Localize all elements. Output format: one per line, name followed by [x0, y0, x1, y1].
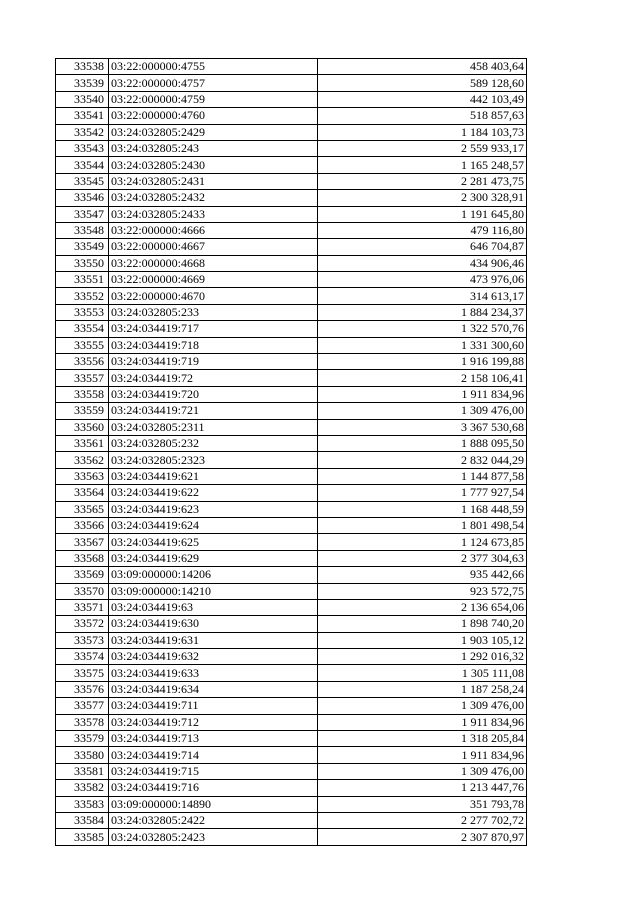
row-number-cell: 33566 [56, 517, 109, 533]
row-number-cell: 33577 [56, 698, 109, 714]
row-number-cell: 33568 [56, 550, 109, 566]
cadastral-number-cell: 03:09:000000:14890 [109, 796, 318, 812]
table-row [56, 649, 527, 665]
table-row [56, 206, 527, 222]
cadastral-number-cell: 03:24:034419:714 [109, 747, 318, 763]
value-cell: 1 213 447,76 [318, 780, 527, 796]
table-row [56, 468, 527, 484]
row-number-cell: 33563 [56, 468, 109, 484]
cadastral-number-cell: 03:24:032805:2423 [109, 829, 318, 845]
cadastral-number-cell: 03:24:034419:63 [109, 599, 318, 615]
value-cell: 1 777 927,54 [318, 485, 527, 501]
value-cell: 314 613,17 [318, 288, 527, 304]
table-row [56, 255, 527, 271]
value-cell: 1 318 205,84 [318, 731, 527, 747]
cadastral-number-cell: 03:24:032805:233 [109, 304, 318, 320]
table-row [56, 812, 527, 828]
row-number-cell: 33559 [56, 403, 109, 419]
cadastral-number-cell: 03:24:034419:715 [109, 763, 318, 779]
row-number-cell: 33562 [56, 452, 109, 468]
table-row [56, 108, 527, 124]
row-number-cell: 33572 [56, 616, 109, 632]
cadastral-number-cell: 03:24:034419:713 [109, 731, 318, 747]
table-row [56, 550, 527, 566]
value-cell: 2 559 933,17 [318, 140, 527, 156]
cadastral-number-cell: 03:22:000000:4755 [109, 59, 318, 75]
table-row [56, 124, 527, 140]
cadastral-number-cell: 03:22:000000:4757 [109, 75, 318, 91]
cadastral-number-cell: 03:24:034419:629 [109, 550, 318, 566]
value-cell: 351 793,78 [318, 796, 527, 812]
table-row [56, 435, 527, 451]
cadastral-number-cell: 03:24:034419:712 [109, 714, 318, 730]
cadastral-number-cell: 03:24:034419:716 [109, 780, 318, 796]
row-number-cell: 33540 [56, 91, 109, 107]
table-row [56, 304, 527, 320]
row-number-cell: 33552 [56, 288, 109, 304]
table-body [56, 59, 527, 846]
value-cell: 1 331 300,60 [318, 337, 527, 353]
row-number-cell: 33542 [56, 124, 109, 140]
value-cell: 1 911 834,96 [318, 747, 527, 763]
table-row [56, 272, 527, 288]
row-number-cell: 33583 [56, 796, 109, 812]
cadastral-number-cell: 03:24:034419:711 [109, 698, 318, 714]
row-number-cell: 33565 [56, 501, 109, 517]
value-cell: 1 165 248,57 [318, 157, 527, 173]
table-row [56, 403, 527, 419]
table-row [56, 599, 527, 615]
table-row [56, 665, 527, 681]
value-cell: 2 136 654,06 [318, 599, 527, 615]
table-row [56, 190, 527, 206]
table-row [56, 517, 527, 533]
row-number-cell: 33544 [56, 157, 109, 173]
row-number-cell: 33539 [56, 75, 109, 91]
cadastral-number-cell: 03:24:032805:2323 [109, 452, 318, 468]
row-number-cell: 33554 [56, 321, 109, 337]
cadastral-number-cell: 03:24:032805:2422 [109, 812, 318, 828]
table-row [56, 796, 527, 812]
cadastral-number-cell: 03:24:032805:2431 [109, 173, 318, 189]
row-number-cell: 33541 [56, 108, 109, 124]
value-cell: 1 168 448,59 [318, 501, 527, 517]
table-row [56, 288, 527, 304]
value-cell: 1 309 476,00 [318, 763, 527, 779]
table-row [56, 157, 527, 173]
cadastral-number-cell: 03:24:034419:633 [109, 665, 318, 681]
table-row [56, 567, 527, 583]
cadastral-number-cell: 03:24:032805:2429 [109, 124, 318, 140]
cadastral-number-cell: 03:22:000000:4668 [109, 255, 318, 271]
cadastral-number-cell: 03:24:034419:631 [109, 632, 318, 648]
table-row [56, 370, 527, 386]
cadastral-number-cell: 03:24:034419:72 [109, 370, 318, 386]
table-row [56, 681, 527, 697]
row-number-cell: 33551 [56, 272, 109, 288]
row-number-cell: 33553 [56, 304, 109, 320]
table-row [56, 386, 527, 402]
value-cell: 1 903 105,12 [318, 632, 527, 648]
row-number-cell: 33548 [56, 222, 109, 238]
row-number-cell: 33578 [56, 714, 109, 730]
value-cell: 3 367 530,68 [318, 419, 527, 435]
table-row [56, 91, 527, 107]
row-number-cell: 33582 [56, 780, 109, 796]
value-cell: 935 442,66 [318, 567, 527, 583]
row-number-cell: 33580 [56, 747, 109, 763]
cadastral-number-cell: 03:22:000000:4667 [109, 239, 318, 255]
table-row [56, 173, 527, 189]
value-cell: 1 309 476,00 [318, 698, 527, 714]
value-cell: 2 832 044,29 [318, 452, 527, 468]
table-row [56, 321, 527, 337]
table-row [56, 75, 527, 91]
table-row [56, 222, 527, 238]
cadastral-number-cell: 03:24:032805:243 [109, 140, 318, 156]
table-row [56, 780, 527, 796]
value-cell: 1 191 645,80 [318, 206, 527, 222]
value-cell: 434 906,46 [318, 255, 527, 271]
cadastral-value-table [55, 58, 527, 846]
table-row [56, 747, 527, 763]
row-number-cell: 33556 [56, 354, 109, 370]
row-number-cell: 33585 [56, 829, 109, 845]
table-row [56, 419, 527, 435]
cadastral-number-cell: 03:24:034419:717 [109, 321, 318, 337]
row-number-cell: 33579 [56, 731, 109, 747]
row-number-cell: 33561 [56, 435, 109, 451]
value-cell: 1 124 673,85 [318, 534, 527, 550]
cadastral-number-cell: 03:24:034419:718 [109, 337, 318, 353]
cadastral-number-cell: 03:24:032805:2432 [109, 190, 318, 206]
table-row [56, 501, 527, 517]
table-row [56, 632, 527, 648]
cadastral-number-cell: 03:24:034419:632 [109, 649, 318, 665]
table-row [56, 583, 527, 599]
value-cell: 923 572,75 [318, 583, 527, 599]
value-cell: 646 704,87 [318, 239, 527, 255]
row-number-cell: 33560 [56, 419, 109, 435]
table-row [56, 140, 527, 156]
value-cell: 2 377 304,63 [318, 550, 527, 566]
row-number-cell: 33546 [56, 190, 109, 206]
row-number-cell: 33550 [56, 255, 109, 271]
row-number-cell: 33558 [56, 386, 109, 402]
cadastral-number-cell: 03:24:032805:2311 [109, 419, 318, 435]
cadastral-number-cell: 03:24:034419:623 [109, 501, 318, 517]
value-cell: 2 307 870,97 [318, 829, 527, 845]
value-cell: 1 884 234,37 [318, 304, 527, 320]
row-number-cell: 33584 [56, 812, 109, 828]
table-row [56, 59, 527, 75]
cadastral-number-cell: 03:22:000000:4760 [109, 108, 318, 124]
row-number-cell: 33555 [56, 337, 109, 353]
row-number-cell: 33543 [56, 140, 109, 156]
cadastral-number-cell: 03:24:034419:634 [109, 681, 318, 697]
row-number-cell: 33538 [56, 59, 109, 75]
row-number-cell: 33564 [56, 485, 109, 501]
cadastral-number-cell: 03:24:032805:2430 [109, 157, 318, 173]
cadastral-number-cell: 03:24:034419:621 [109, 468, 318, 484]
cadastral-number-cell: 03:22:000000:4670 [109, 288, 318, 304]
cadastral-number-cell: 03:09:000000:14206 [109, 567, 318, 583]
cadastral-number-cell: 03:24:032805:232 [109, 435, 318, 451]
row-number-cell: 33574 [56, 649, 109, 665]
value-cell: 2 277 702,72 [318, 812, 527, 828]
value-cell: 442 103,49 [318, 91, 527, 107]
table-row [56, 534, 527, 550]
value-cell: 589 128,60 [318, 75, 527, 91]
row-number-cell: 33571 [56, 599, 109, 615]
table-row [56, 731, 527, 747]
value-cell: 479 116,80 [318, 222, 527, 238]
cadastral-number-cell: 03:24:032805:2433 [109, 206, 318, 222]
cadastral-number-cell: 03:24:034419:622 [109, 485, 318, 501]
cadastral-number-cell: 03:24:034419:719 [109, 354, 318, 370]
value-cell: 1 187 258,24 [318, 681, 527, 697]
value-cell: 1 305 111,08 [318, 665, 527, 681]
row-number-cell: 33547 [56, 206, 109, 222]
value-cell: 1 916 199,88 [318, 354, 527, 370]
value-cell: 1 911 834,96 [318, 386, 527, 402]
cadastral-number-cell: 03:24:034419:630 [109, 616, 318, 632]
row-number-cell: 33557 [56, 370, 109, 386]
cadastral-number-cell: 03:24:034419:721 [109, 403, 318, 419]
cadastral-number-cell: 03:24:034419:624 [109, 517, 318, 533]
table-row [56, 354, 527, 370]
value-cell: 1 144 877,58 [318, 468, 527, 484]
row-number-cell: 33549 [56, 239, 109, 255]
value-cell: 2 281 473,75 [318, 173, 527, 189]
row-number-cell: 33545 [56, 173, 109, 189]
value-cell: 518 857,63 [318, 108, 527, 124]
value-cell: 1 888 095,50 [318, 435, 527, 451]
cadastral-number-cell: 03:22:000000:4669 [109, 272, 318, 288]
row-number-cell: 33576 [56, 681, 109, 697]
value-cell: 2 300 328,91 [318, 190, 527, 206]
row-number-cell: 33569 [56, 567, 109, 583]
value-cell: 458 403,64 [318, 59, 527, 75]
row-number-cell: 33567 [56, 534, 109, 550]
table-row [56, 452, 527, 468]
cadastral-number-cell: 03:09:000000:14210 [109, 583, 318, 599]
value-cell: 1 898 740,20 [318, 616, 527, 632]
table-row [56, 714, 527, 730]
cadastral-number-cell: 03:24:034419:625 [109, 534, 318, 550]
table-row [56, 239, 527, 255]
table-row [56, 337, 527, 353]
value-cell: 1 322 570,76 [318, 321, 527, 337]
value-cell: 1 184 103,73 [318, 124, 527, 140]
value-cell: 1 309 476,00 [318, 403, 527, 419]
row-number-cell: 33570 [56, 583, 109, 599]
table-row [56, 616, 527, 632]
cadastral-number-cell: 03:22:000000:4759 [109, 91, 318, 107]
row-number-cell: 33581 [56, 763, 109, 779]
cadastral-number-cell: 03:24:034419:720 [109, 386, 318, 402]
value-cell: 1 292 016,32 [318, 649, 527, 665]
value-cell: 1 911 834,96 [318, 714, 527, 730]
value-cell: 473 976,06 [318, 272, 527, 288]
row-number-cell: 33573 [56, 632, 109, 648]
row-number-cell: 33575 [56, 665, 109, 681]
table-row [56, 763, 527, 779]
value-cell: 2 158 106,41 [318, 370, 527, 386]
table-row [56, 698, 527, 714]
cadastral-number-cell: 03:22:000000:4666 [109, 222, 318, 238]
table-row [56, 485, 527, 501]
table-row [56, 829, 527, 845]
value-cell: 1 801 498,54 [318, 517, 527, 533]
